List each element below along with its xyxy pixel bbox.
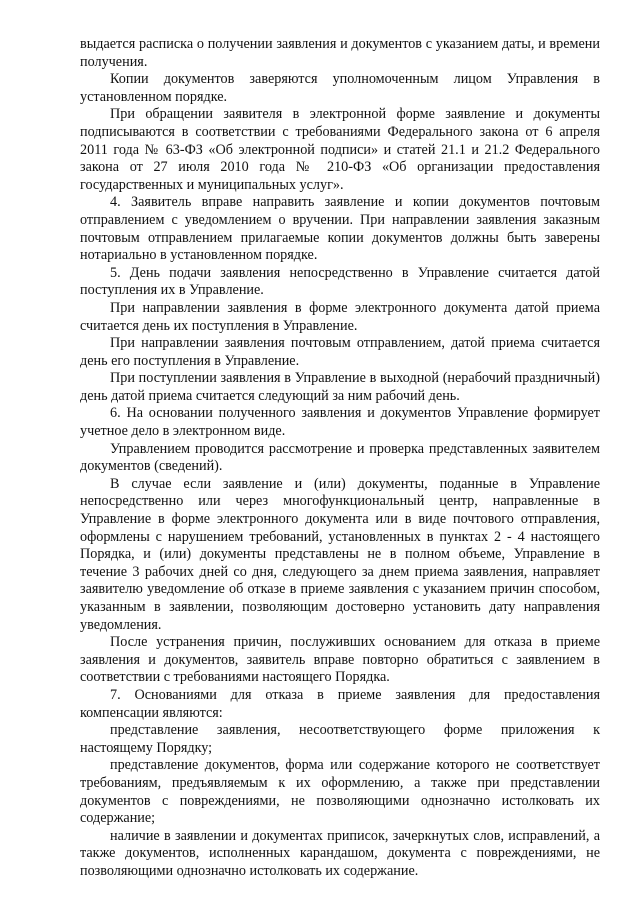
paragraph-review-documents: Управлением проводится рассмотрение и проверка представленных заявителем документов (сведений).: [80, 440, 600, 475]
list-item-corrections: наличие в заявлении и документах приписок, зачеркнутых слов, исправлений, а также документов, исполненных карандашом, документа с повреждениями, не позволяющими однозначно истолковать их содержание.: [80, 827, 600, 879]
document-page: [80, 36, 600, 881]
list-item-document-requirements: представление документов, форма или содержание которого не соответствует требованиям, предъявляемым к их оформлению, а также при представлении документов с повреждениями, не позволяющими однозначно истолковать их содержание;: [80, 757, 600, 827]
paragraph-electronic-signature: При обращении заявителя в электронной форме заявление и документы подписываются в соответствии с требованиями Федерального закона от 6 апреля 2011 года № 63-ФЗ «Об электронной подписи» и статей 21.1 и 21.2 Федерального закона от 27 июля 2010 года № 210-ФЗ «Об организации предоставления государственных и муниципальных услуг».: [80, 106, 600, 193]
list-item-form-mismatch: представление заявления, несоответствующего форме приложения к настоящему Порядку;: [80, 722, 600, 756]
paragraph-holiday-receipt: При поступлении заявления в Управление в выходной (нерабочий праздничный) день датой приема считается следующий за ним рабочий день.: [80, 370, 600, 404]
paragraph-item-7-refusal-grounds: 7. Основаниями для отказа в приеме заявления для предоставления компенсации являются:: [80, 686, 600, 721]
paragraph-resubmission: После устранения причин, послуживших основанием для отказа в приеме заявления и документов, заявитель вправе повторно обратиться с заявлением в соответствии с требованиями настоящего Порядка.: [80, 634, 600, 686]
paragraph-copies-certified: Копии документов заверяются уполномоченным лицом Управления в установленном порядке.: [80, 71, 600, 105]
paragraph-refusal-notice: В случае если заявление и (или) документы, поданные в Управление непосредственно или через многофункциональный центр, направленные в Управление в форме электронного документа или в виде почтового отправления, оформлены с нарушением требований, установленных в пунктах 2 - 4 настоящего Порядка, и (или) документы представлены не в полном объеме, Управление в течение 3 рабочих дней со дня, следующего за днем приема заявления, направляет заявителю уведомление об отказе в приеме заявления с указанием причин способом, указанным в заявлении, позволяющим достоверно установить дату направления уведомления.: [80, 475, 600, 633]
paragraph-receipt: выдается расписка о получении заявления и документов с указанием даты, и времени получения.: [80, 36, 600, 70]
paragraph-item-4-postal: 4. Заявитель вправе направить заявление и копии документов почтовым отправлением с уведомлением о вручении. При направлении заявления заказным почтовым отправлением прилагаемые копии документов должны быть заверены нотариально в установленном порядке.: [80, 194, 600, 264]
paragraph-postal-receipt-date: При направлении заявления почтовым отправлением, датой приема считается день его поступления в Управление.: [80, 335, 600, 369]
paragraph-item-6-case-file: 6. На основании полученного заявления и документов Управление формирует учетное дело в электронном виде.: [80, 405, 600, 440]
paragraph-item-5-submission-date: 5. День подачи заявления непосредственно в Управление считается датой поступления их в Управление.: [80, 264, 600, 299]
paragraph-electronic-receipt-date: При направлении заявления в форме электронного документа датой приема считается день их поступления в Управление.: [80, 299, 600, 334]
